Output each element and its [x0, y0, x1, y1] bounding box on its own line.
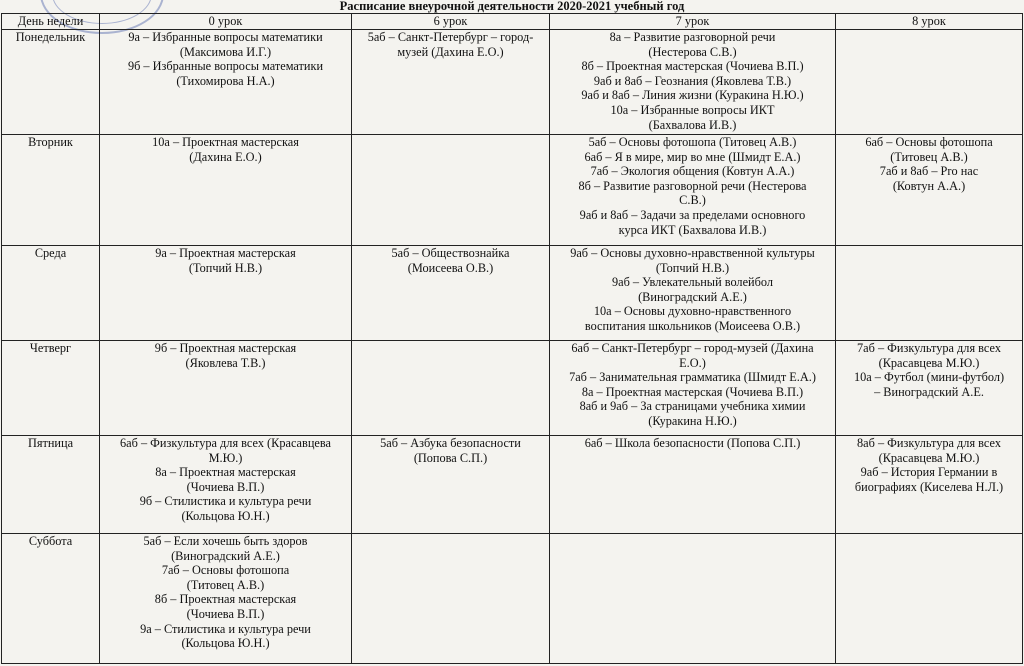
table-row [2, 341, 1023, 436]
header-lesson-6: 6 урок [352, 14, 550, 30]
lesson-cell: 5аб – Если хочешь быть здоров (Виноградский А.Е.) 7аб – Основы фотошопа (Титовец А.В.) 8б – Проектная мастерская (Чочиева В.П.) 9а – Стилистика и культура речи (Кольцова Ю.Н.) [100, 534, 352, 664]
day-cell: Четверг [2, 341, 100, 436]
lesson-cell [836, 30, 1023, 135]
lesson-cell: 5аб – Обществознайка (Моисеева О.В.) [352, 246, 550, 341]
lesson-cell: 5аб – Основы фотошопа (Титовец А.В.) 6аб – Я в мире, мир во мне (Шмидт Е.А.) 7аб – Экология общения (Ковтун А.А.) 8б – Развитие разговорной речи (Нестерова С.В.) 9аб и 8аб – Задачи за пределами основного курса ИКТ (Бахвалова И.В.) [550, 135, 836, 246]
page-title: Расписание внеурочной деятельности 2020-2021 учебный год [339, 0, 685, 13]
day-cell: Понедельник [2, 30, 100, 135]
header-lesson-0: 0 урок [100, 14, 352, 30]
header-day: День недели [2, 14, 100, 30]
lesson-cell: 9а – Проектная мастерская (Топчий Н.В.) [100, 246, 352, 341]
lesson-cell [352, 135, 550, 246]
header-row [2, 14, 1023, 30]
lesson-cell: 5аб – Азбука безопасности (Попова С.П.) [352, 436, 550, 534]
lesson-cell: 6аб – Физкультура для всех (Красавцева М.Ю.) 8а – Проектная мастерская (Чочиева В.П.) 9б – Стилистика и культура речи (Кольцова Ю.Н.) [100, 436, 352, 534]
lesson-cell [352, 341, 550, 436]
lesson-cell: 6аб – Санкт-Петербург – город-музей (Дахина Е.О.) 7аб – Занимательная грамматика (Шмидт Е.А.) 8а – Проектная мастерская (Чочиева В.П.) 8аб и 9аб – За страницами учебника химии (Куракина Н.Ю.) [550, 341, 836, 436]
lesson-cell: 8а – Развитие разговорной речи (Нестерова С.В.) 8б – Проектная мастерская (Чочиева В.П.) 9аб и 8аб – Геознания (Яковлева Т.В.) 9аб и 8аб – Линия жизни (Куракина Н.Ю.) 10а – Избранные вопросы ИКТ (Бахвалова И.В.) [550, 30, 836, 135]
day-cell: Среда [2, 246, 100, 341]
day-cell: Вторник [2, 135, 100, 246]
lesson-cell: 5аб – Санкт-Петербург – город- музей (Дахина Е.О.) [352, 30, 550, 135]
lesson-cell: 9аб – Основы духовно-нравственной культуры (Топчий Н.В.) 9аб – Увлекательный волейбол (Виноградский А.Е.) 10а – Основы духовно-нравственного воспитания школьников (Моисеева О.В.) [550, 246, 836, 341]
lesson-cell: 7аб – Физкультура для всех (Красавцева М.Ю.) 10а – Футбол (мини-футбол) – Виноградский А.Е. [836, 341, 1023, 436]
table-row [2, 135, 1023, 246]
table-row [2, 246, 1023, 341]
lesson-cell: 10а – Проектная мастерская (Дахина Е.О.) [100, 135, 352, 246]
lesson-cell [550, 534, 836, 664]
lesson-cell: 9а – Избранные вопросы математики (Максимова И.Г.) 9б – Избранные вопросы математики (Тихомирова Н.А.) [100, 30, 352, 135]
table-row [2, 30, 1023, 135]
table-row [2, 534, 1023, 664]
lesson-cell [836, 534, 1023, 664]
lesson-cell: 6аб – Основы фотошопа (Титовец А.В.) 7аб и 8аб – Pro нас (Ковтун А.А.) [836, 135, 1023, 246]
header-lesson-7: 7 урок [550, 14, 836, 30]
lesson-cell: 9б – Проектная мастерская (Яковлева Т.В.) [100, 341, 352, 436]
lesson-cell [352, 534, 550, 664]
lesson-cell: 6аб – Школа безопасности (Попова С.П.) [550, 436, 836, 534]
day-cell: Суббота [2, 534, 100, 664]
day-cell: Пятница [2, 436, 100, 534]
header-lesson-8: 8 урок [836, 14, 1023, 30]
lesson-cell: 8аб – Физкультура для всех (Красавцева М.Ю.) 9аб – История Германии в биографиях (Киселева Н.Л.) [836, 436, 1023, 534]
schedule-table [1, 13, 1023, 664]
table-row [2, 436, 1023, 534]
lesson-cell [836, 246, 1023, 341]
